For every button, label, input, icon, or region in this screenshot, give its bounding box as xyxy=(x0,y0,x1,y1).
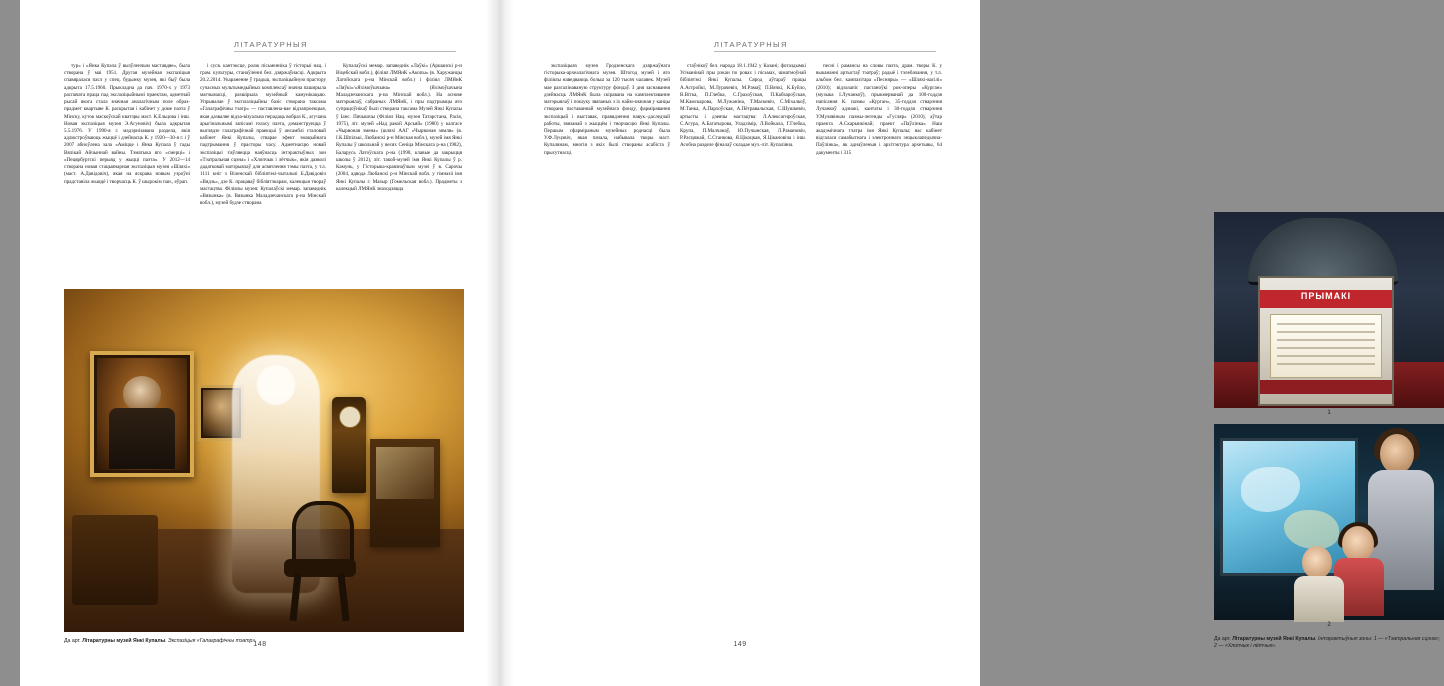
running-head-left: ЛІТАРАТУРНЫЯ xyxy=(234,40,308,49)
caption-rest: . Экспазіцыя «Галаграфічны тэатр». xyxy=(165,638,257,644)
kiosk-poster xyxy=(1270,314,1382,378)
dome-structure xyxy=(1248,218,1398,285)
right-column-2 xyxy=(680,63,806,157)
side-table xyxy=(72,515,158,605)
kiosk-bottom-band xyxy=(1260,380,1392,394)
paragraph: стаўнікоў бел. народа 18.1.1942 у Казані; фотаздымкі Усіманінай пры рэкан по ровах і пісьмах, шматмоўнай бібліятэкі Янкі Купалы. Сярод аўтараў працы А.Астройкі, М.Лурачевіч, М.Рамаў, П.Вячкі, К.Буйло, В.Вітка, П.Глебка, С.Грахоўская, П.Кабзароўская, М.Камскарова, М.Лужаніна, Т.Маскевіч, С.Міхалкоў, М.Танка, А.Пархоўская, А.Пётравальская, С.Шушкевіч, артысты і дзеячы мастацтва: Л.Алексагнроўская, С.Агура, А.Багатырова, Уладзімір, Л.Войкала, Г.Глебка, Крупа, П.Малчанаў, Ю.Пучынская, Л.Рамановіч, Р.Расцяжай, С.Станкова, Я.Цікоцкая, Я.Цікановіча і інш. Асобна разделе фіналаў складае муз.-літ. Купаліяна. xyxy=(680,63,806,149)
child-head xyxy=(1302,546,1332,579)
right-column-1 xyxy=(544,63,670,157)
paragraph: і суcв. кантэксце, ролю пісьменніка ў гісторыі нац. і грам. культуры, станаўленні бел. дзяржаўнасці. Адкрыта 20.2.2014. Укараненне ў традыц. экспазіцыйную прастору сучасных мультымедыйных комплексаў значна паширыла магчымасці, разшірыла музейный камунікацыю. Упрывалае ў эксплазіцыйны базіс створана таксама «Галаграфічны тэатр» — паставлена-вае відэапроекцыя, якая дазваляе відэа-візуальна перадаць вобраз К., агучана арыгінальнымі запісамі голасу паэта, дэманструецца ў выглядзе галаграфічнай праекцыі ў ансамблі сталовай кабінет Янкі Купалы, стварае эфект эмацыйнага падтрымання ў прасторы часу. Адметнасцю новай экспазіцыі з'яўляецца наяўнасць інтэрактыўных зон «Тэатральная сцэна» і «Хлопчык і лётчык», якія дазволі дадатковай матэрыялаў для асвятлення тэмы паэта, у т.л. 1111 кніг з Віленскай бібліятэкі-чытальні Б.Давідовіч «Вядзь», дзе К. працаваў бібліятэкарам, калекцыя твораў мастацтва. Філіялы музея: Купалаўскі мемар. запаведнік «Вязынка» (в. Вязынка Маладзечанскага р-на Мінскай вобл.), музей будзе створана xyxy=(200,63,326,207)
caption-prefix: Да арт. xyxy=(1214,636,1233,642)
museum-hall-photo xyxy=(64,289,464,632)
right-figure-caption xyxy=(1214,636,1444,650)
child-visitor xyxy=(1292,546,1346,620)
exhibit-kiosk-photo xyxy=(1214,212,1444,408)
caption-title: Літаратурны музей Янкі Купалы xyxy=(82,638,166,644)
portrait-frame xyxy=(90,351,194,477)
screen-graphic xyxy=(1241,467,1299,512)
running-head-rule-left xyxy=(234,51,456,52)
wooden-chair xyxy=(278,501,362,621)
figure-number-1: 1 xyxy=(1327,410,1331,416)
left-page-columns xyxy=(64,63,464,207)
chair-leg xyxy=(338,573,350,621)
running-head-rule-right xyxy=(714,51,936,52)
portrait-body xyxy=(109,408,174,469)
paragraph: тур» і «Янка Купала ў вызўленчым маставдве», была створана ў маі 1951. Другая музейная экспазіцыя спавяралася пасл у спец. будынку музея, які быў была адкрыта 17.5.1960. Прыкладна да пач. 1970-х у 1973 распачата праца пад экслазіцыйнымі праектам, адметнай рысай якога стала значная аналагічным поле образ-прадмет квартыве К. раскрытая і кабінет у доме паэта ў Мінску, куток маскоўскай кватэры маст. К.Ельцова і інш. Новая экспазіцыя музея Э.Агуновіч) была адкрытая 5.5.1976. У 1990-я г. мадэрнізавана раздела, якія адлюстроўваюць жыццё і дзейнасць К. у 1920—30-я г. і ў 2007 абноўлена зала «Аміцце і Янка Купала ў гады Вялікай Айчыннай вайны. Тэматыка яго «смерці» і «Пецярбургскі перыяд у жыцці паэта». У 2012—14 створана новая стацыянарная экспазіцыя музея «Шляхі» (маст. А.Давідовіч), якая на яскрава новым узроўні прадставіла жыццё і творчасць К. ў шырокім пан., еўрап. xyxy=(64,63,190,185)
right-page-columns xyxy=(544,63,944,157)
cabinet-glass xyxy=(376,447,434,499)
caption-prefix: Да арт. xyxy=(64,638,83,644)
grandfather-clock xyxy=(332,397,366,493)
screen-graphic xyxy=(1284,510,1339,550)
left-column-1 xyxy=(64,63,190,207)
left-column-2 xyxy=(200,63,326,207)
interactive-touchscreen-photo xyxy=(1214,424,1444,620)
chair-leg xyxy=(290,573,302,621)
child-body xyxy=(1294,576,1344,622)
portrait-head xyxy=(123,376,161,411)
adult-head xyxy=(1380,434,1414,474)
caption-rest: . Інтэрактыўныя зоны: 1 — «Тэатральная сцэна»; 2 — «Хлопчык і лётчык». xyxy=(1214,636,1441,649)
caption-title: Літаратурны музей Янкі Купалы xyxy=(1232,636,1316,642)
paragraph: Купалаўскі мемар. запаведнік «Лаўкі» (Аршанскі р-н Віцебскай вобл.), філіял ЛМЯнК «Акопы» (в. Харужанцы Лагойскага р-на Мінскай вобл.) і філіял ЛМЯнК «Ляўкі»/«Яхімоўшчына» (Яхімоўшчына Маладзечанскага р-на Мінскай вобл.). На аснове матэрыялаў, сабраных ЛМЯнК, і пры падтрымцы яго супрацоўнікаў былі створана таксама Музей Янкі Купалы ў Іанс. Пячышчы (Філіял Нац. музея Татарстана, Расія, 1975), літ. музей «Над ракой Арсьяй» (1980) у калгасе «Чырвоная змена» (шляхі ААГ «Чырвоная зямля» (в. І.К.Шпількі, Любанскі р-н Мінская вобл.), музей імя Янкі Купалы ў школьнай у весях Сеніца Мінскага р-на (1982), Баларусь Латоўскага р-на (1998, клавые да закрыцця школы ў 2012), літ. такой-музей імя Янкі Купалы ў р. Камунь, у Гісторыка-краязнаўчым музеі ў в. Сарочы (2004, адвода Любанскі р-н Мінскай вобл. у гімназіі імя Янкі Купалы г. Мазыр (Гомельская вобл.). Прадметы з калекцый ЛМЯнК знаходзяцца xyxy=(336,63,462,192)
kiosk-title: ПРЫМАКІ xyxy=(1300,291,1352,301)
child-head xyxy=(1342,526,1374,562)
paragraph: песні і рамансы на словы паэта, драм. творы К. у выкананні артыстаў тэатраў; радыё і тэлебачання, у т.л. альбом бел. кампазітара «Песняры» — «Шляхі-васілі» (2010); відэазапіс пастаноўкі рок-оперы «Курган» (музыка І.Лучанкоў), прыкмерванай да 100-годдзя напісання К. паэмы «Курган», 35-годдзя стварэння Лучанкоў адзнакі, кантаты і 30-годдзя стварэння У.Мулявіным паэмы-легенды «Гусляр» (2010), аўтар праекта А.Скарынкінай; праект «Паўлінка» Наш акадэмічнага тэатра імя Янкі Купалы; вас кабінет відгалася самабытнага і электроннаго энцыклапедычна-Паўлінка», як аднаўленыя і архітэктура архетывы, 64 дакументы і 315 xyxy=(816,63,942,156)
running-head-right: ЛІТАРАТУРНЫЯ xyxy=(714,40,788,49)
display-cabinet xyxy=(370,439,440,547)
figure-number-2: 2 xyxy=(1327,622,1331,628)
exhibit-kiosk xyxy=(1258,276,1394,406)
clock-face xyxy=(339,406,361,428)
left-column-3 xyxy=(336,63,462,207)
right-page xyxy=(500,0,1441,686)
folio-right: 149 xyxy=(733,641,747,648)
paragraph: экспазіцыях музея Гродзенскага дзяржаўнага гісторыка-археалагічнага музея. Штогод музей і яго філіялы наведваюць больш за 120 тысяч чалавек. Музей мае разгалінаваную структуру фондаў. З дня заснавання дзейнасць ЛМЯнК была скіравана на камплектаванне матэрыялаў і пошуку звязаных з іх найм-значная у канцы створана паставаннай музейнага фонду, фарміравання экспазіцый і выставак, правядзення навук.-даследчай работы, звязанай з жыццём і творчасцю Янкі Купалы. Першым сфарміраным музейных роднасці была У.Ф.Луцэвіч, якая пачала, набывала творы маст. Купалянам, многія з якіх былі створаны асабіста ў прысутнасці. xyxy=(544,63,670,156)
folio-left: 148 xyxy=(253,641,267,648)
left-page xyxy=(20,0,500,686)
right-column-3 xyxy=(816,63,942,157)
